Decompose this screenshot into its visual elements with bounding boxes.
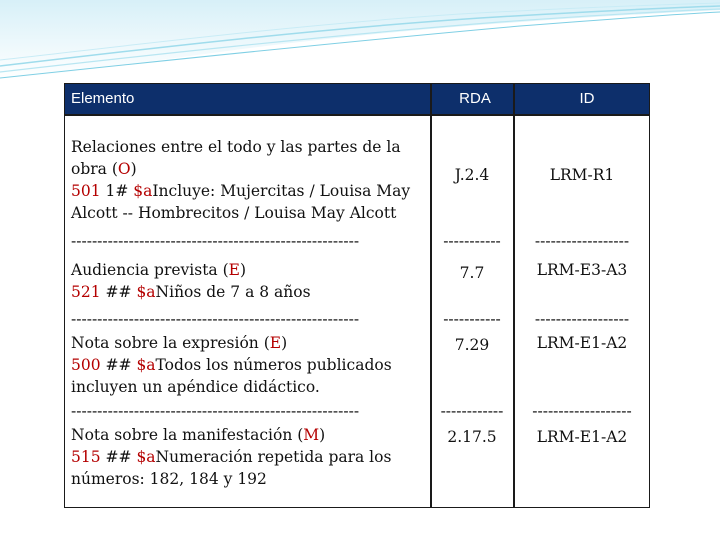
row-separator: ------------------- <box>532 402 632 420</box>
rda-value: 7.7 <box>459 264 485 282</box>
entity-letter: E <box>269 334 282 352</box>
row-separator: ------------------ <box>534 310 630 328</box>
catalog-table <box>64 83 650 508</box>
entity-letter: E <box>228 261 240 279</box>
marc-subfield: $a <box>136 448 156 466</box>
rda-value: J.2.4 <box>454 166 490 184</box>
decorative-wave-header <box>0 0 720 90</box>
lrm-id: LRM-E3-A3 <box>536 261 628 279</box>
entity-letter: O <box>117 160 131 178</box>
row-separator: ------------------------------------------------------- <box>71 402 360 420</box>
marc-subfield: $a <box>136 356 156 374</box>
marc-subfield: $a <box>133 182 153 200</box>
table-row-element <box>71 259 311 303</box>
rda-value: 7.29 <box>454 336 490 354</box>
lrm-id: LRM-E1-A2 <box>536 334 628 352</box>
table-header-row <box>65 84 649 114</box>
marc-field: 515 ## $aNumeración repetida para los <box>71 448 392 466</box>
header-elemento: Elemento <box>71 90 135 107</box>
row-separator: ------------------------------------------------------- <box>71 310 360 328</box>
marc-field-content: números: 182, 184 y 192 <box>71 470 267 488</box>
element-title: Nota sobre la manifestación (M) <box>71 426 326 444</box>
marc-tag: 521 <box>71 283 101 301</box>
marc-field-content: Alcott -- Hombrecitos / Louisa May Alcott <box>71 204 397 222</box>
entity-letter: M <box>303 426 320 444</box>
header-rda: RDA <box>459 90 491 107</box>
marc-subfield: $a <box>136 283 156 301</box>
row-separator: ----------- <box>443 232 501 250</box>
header-id: ID <box>579 90 595 107</box>
marc-tag: 500 <box>71 356 101 374</box>
lrm-id: LRM-R1 <box>549 166 615 184</box>
element-title: Audiencia prevista (E) <box>71 261 247 279</box>
element-title: Relaciones entre el todo y las partes de la <box>71 138 401 156</box>
marc-field-content: incluyen un apéndice didáctico. <box>71 378 320 396</box>
row-separator: ----------- <box>443 310 501 328</box>
header-divider <box>65 114 649 116</box>
element-title: Nota sobre la expresión (E) <box>71 334 288 352</box>
row-separator: ------------------------------------------------------- <box>71 232 360 250</box>
element-title-line2: obra (O) <box>71 160 137 178</box>
row-separator: ------------ <box>440 402 504 420</box>
table-row-element <box>71 136 410 224</box>
marc-field: 521 ## $aNiños de 7 a 8 años <box>71 283 311 301</box>
marc-field: 500 ## $aTodos los números publicados <box>71 356 392 374</box>
row-separator: ------------------ <box>534 232 630 250</box>
rda-value: 2.17.5 <box>447 428 497 446</box>
marc-tag: 515 <box>71 448 101 466</box>
lrm-id: LRM-E1-A2 <box>536 428 628 446</box>
marc-field: 501 1# $aIncluye: Mujercitas / Louisa May <box>71 182 411 200</box>
table-row-element <box>71 424 391 490</box>
table-row-element <box>71 332 392 398</box>
marc-tag: 501 <box>71 182 101 200</box>
